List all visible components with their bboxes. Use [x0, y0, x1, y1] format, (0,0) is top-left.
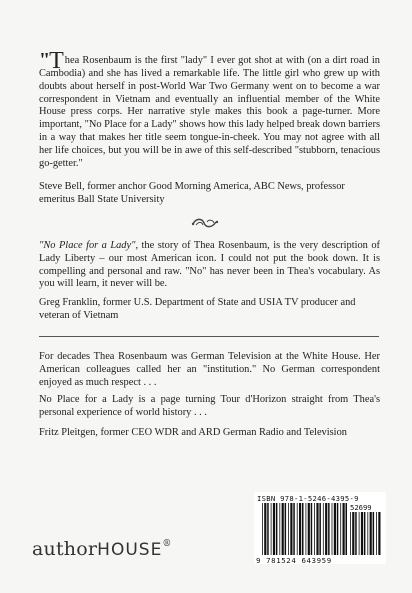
barcode-bar — [355, 512, 357, 555]
book-title-italic: "No Place for a Lady" — [39, 240, 136, 251]
barcode-bar — [299, 503, 301, 555]
barcode-bar — [282, 503, 284, 555]
attribution-steve-bell: Steve Bell, former anchor Good Morning America, ABC News, professor emeritus Ball State University — [39, 181, 345, 205]
isbn-digits: 9 781524 643959 — [256, 556, 332, 565]
barcode-bar — [364, 512, 366, 555]
barcode-bar — [276, 503, 278, 555]
barcode-bar — [271, 503, 272, 555]
barcode-bar — [378, 512, 380, 555]
barcode-bar — [316, 503, 318, 555]
barcode-bar — [302, 503, 304, 555]
barcode-bar — [311, 503, 313, 555]
barcode-bar — [297, 503, 298, 555]
barcode-bar — [343, 503, 345, 555]
price-barcode — [350, 512, 382, 555]
barcode-bar — [350, 512, 351, 555]
attribution-fritz-pleitgen: Fritz Pleitgen, former CEO WDR and ARD German Radio and Television — [39, 427, 347, 438]
quote-fritz-pleitgen-para2: No Place for a Lady is a page turning Tour d'Horizon straight from Thea's personal experience of world history . . . — [39, 394, 380, 418]
quote-body: hea Rosenbaum is the first "lady" I ever got shot at with (on a dirt road in Cambodia) and she has lived a remarkable life. The little girl who grew up with doubts about herself in post-World War Two Germany went on to become a war correspondent in Vietnam and eventually an influential member of the White House press corps. Her narrative style makes this book a page-turner. More important, "No Place for a Lady" shows how this lady helped break down barriers in a way that makes her title seem tongue-in-cheek. You may not agree with all her life choices, but you will be in awe of this self-described "stubborn, tenacious go-getter." — [39, 55, 380, 169]
barcode-bar — [323, 503, 324, 555]
barcode-bar — [346, 503, 348, 555]
barcode-bar — [290, 503, 292, 555]
quote-greg-franklin — [39, 240, 380, 291]
barcode-bar — [267, 503, 269, 555]
authorhouse-logo: authorHOUSE® — [32, 538, 172, 560]
barcode-bar — [352, 512, 354, 555]
barcode-bar — [376, 512, 377, 555]
barcode-bar — [361, 512, 363, 555]
barcode-bar — [273, 503, 275, 555]
barcode-bar — [285, 503, 287, 555]
isbn-barcode — [262, 503, 348, 555]
barcode-bar — [279, 503, 280, 555]
barcode-bar — [308, 503, 310, 555]
quote-fritz-pleitgen-para1: For decades Thea Rosenbaum was German Television at the White House. Her American colleagues called her an "institution." No German correspondent enjoyed as much respect . . . — [39, 351, 380, 388]
barcode-bar — [314, 503, 315, 555]
attribution-greg-franklin: Greg Franklin, former U.S. Department of State and USIA TV producer and veteran of Vietnam — [39, 297, 356, 321]
barcode-bar — [264, 503, 266, 555]
quote-steve-bell — [39, 48, 380, 170]
barcode-bar — [359, 512, 360, 555]
flourish-ornament-icon — [190, 216, 220, 230]
barcode-bar — [319, 503, 321, 555]
barcode-bar — [328, 503, 330, 555]
drop-cap: T — [49, 48, 64, 74]
quote-body: , the story of Thea Rosenbaum, is the very description of Lady Liberty – our most American icon. I could not put the book down. It is compelling and personal and raw. "No" has never been in Thea's vocabulary. As you will learn, it never will be. — [39, 240, 380, 290]
barcode-bar — [306, 503, 307, 555]
barcode-bar — [367, 512, 368, 555]
barcode-bar — [373, 512, 375, 555]
barcode-bar — [262, 503, 263, 555]
price-code: 52699 — [350, 503, 372, 512]
divider-line — [39, 336, 379, 337]
barcode-bar — [325, 503, 327, 555]
isbn-text: ISBN 978-1-5246-4395-9 — [257, 494, 359, 503]
barcode-bar — [337, 503, 339, 555]
barcode-bar — [293, 503, 295, 555]
barcode-bar — [288, 503, 289, 555]
opening-quote-mark: " — [39, 49, 50, 71]
barcode-bar — [334, 503, 336, 555]
barcode-bar — [340, 503, 341, 555]
barcode-bar — [332, 503, 333, 555]
barcode-bar — [370, 512, 372, 555]
